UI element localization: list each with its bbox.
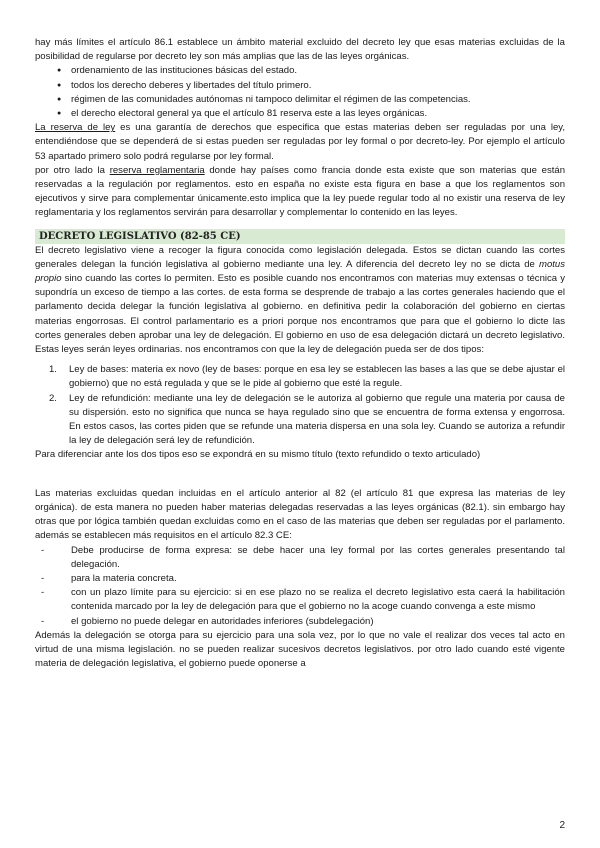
- spacer: [35, 463, 565, 487]
- list-item: - con un plazo límite para su ejercicio: si en ese plazo no se realiza el decreto legislativo esta caerá la habilitación contenida marcado por la ley de delegación para que el gobierno no la acoge cuando convenga a este mismo: [65, 586, 565, 614]
- list-item: - Debe producirse de forma expresa: se debe hacer una ley formal por las cortes generales presentando tal delegación.: [65, 544, 565, 572]
- section-heading: DECRETO LEGISLATIVO (82-85 CE): [35, 229, 565, 244]
- decreto-paragraph: [35, 244, 565, 358]
- reserva-reglamentaria-term: reserva reglamentaria: [109, 164, 205, 176]
- decreto-text-1: El decreto legislativo viene a recoger la figura conocida como legislación delegada. Estos se dictan cuando las cortes generales delegan la función legislativa al gobierno mediante una ley. A diferencia del decreto ley no se dicta de: [35, 244, 565, 270]
- reserva-reglamentaria-paragraph: [35, 164, 565, 221]
- list-item: ● todos los derecho deberes y libertades del título primero.: [57, 79, 565, 93]
- delegation-types-list: [35, 363, 565, 448]
- list-item: ● régimen de las comunidades autónomas ni tampoco delimitar el régimen de las competencias.: [57, 93, 565, 107]
- list-item: ● ordenamiento de las instituciones básicas del estado.: [57, 64, 565, 78]
- list-item: ● el derecho electoral general ya que el artículo 81 reserva este a las leyes orgánicas.: [57, 107, 565, 121]
- diferenciar-paragraph: Para diferenciar ante los dos tipos eso se expondrá en su mismo título (texto refundido o texto articulado): [35, 449, 481, 461]
- final-paragraph: Además la delegación se otorga para su ejercicio para una sola vez, por lo que no vale el realizar dos veces tal acto en virtud de una misma legislación. no se pueden realizar sucesivos decretos legislativos. por otro lado cuando esté vigente materia de delegación legislativa, el gobierno puede oponerse a: [35, 629, 565, 670]
- reserva-reglamentaria-intro: por otro lado la: [35, 164, 110, 176]
- decreto-text-2: sino cuando las cortes lo permiten. Esto es posible cuando nos encontramos con materias muy extensas o técnica y supondría un exceso de tiempo a las cortes. de esta forma se desprende de trabajo a las cortes generales haciendo que el parlamento decida delegar la función legislativa al gobierno. en definitiva pedir la colaboración del gobierno en ciertas materias engorrosas. El control parlamentario es a priori porque nos encontramos que para que el gobierno lo dicte las cortes generales deben aprobar una ley de delegación. El gobierno en uso de esa delegación dictará un decreto legislativo. Estas leyes serán leyes ordinarias. nos encontramos con que la ley de delegación pueda ser de dos tipos:: [35, 273, 565, 356]
- list-number: 1.: [49, 364, 57, 376]
- reserva-ley-paragraph: [35, 121, 565, 164]
- list-item-text: Ley de bases: materia ex novo (ley de bases: porque en esa ley se establecen las bases a las que se debe ajustar el gobierno) que no está regulada y que se le pide al gobierno que esté la regule.: [69, 364, 565, 390]
- reserva-ley-term: La reserva de ley: [35, 122, 116, 134]
- decreto-italic: motus propio: [35, 258, 565, 285]
- intro-paragraph: hay más límites el artículo 86.1 establece un ámbito material excluido del decreto ley que esas materias excluidas de la posibilidad de regularse por decreto ley son más amplias que las de las leyes orgánicas.: [35, 37, 565, 63]
- reserva-reglamentaria-text: donde hay países como francia donde esta existe que son materias que están reservadas a la regulación por reglamentos. esto en españa no existe esta figura en base a que los reglamentos son ejecutivos y sirve para complementar únicamente.esto implica que la ley puede regular todo al no existir una reserva de ley reglamentaria y los reglamentos servirán para desarrollar y complementar lo contenido en las leyes.: [35, 164, 566, 219]
- materias-paragraph: Las materias excluidas quedan incluidas en el artículo anterior al 82 (el artículo 81 que expresa las materias de ley orgánica). de esta manera no pueden haber materias delegadas reservadas a las leyes orgánicas (82.1). sin embargo hay otras que por lógica también quedan excluidas como en el caso de las materias que deben ser reguladas por el parlamento. además se establecen más requisitos en el artículo 82.3 CE:: [35, 487, 565, 542]
- list-item: - para la materia concreta.: [65, 572, 565, 586]
- list-number: 2.: [49, 392, 57, 404]
- list-item: - el gobierno no puede delegar en autoridades inferiores (subdelegación): [65, 615, 565, 629]
- reserva-ley-text: es una garantía de derechos que especifica que estas materias deben ser reguladas por una ley, entendiéndose que se dependerá de si estas pueden ser reguladas por ley formal o por decreto-ley. Por ejemplo el artículo 53 apartado primero solo podrá regularse por ley formal.: [35, 122, 565, 162]
- list-item: [49, 392, 565, 449]
- list-item: [49, 363, 565, 391]
- page-number: 2: [559, 820, 565, 831]
- excluded-matters-list: [35, 64, 565, 121]
- document-page: [35, 36, 565, 671]
- list-item-text: Ley de refundición: mediante una ley de delegación se le autoriza al gobierno que regule una materia por causa de su dispersión. esto no significa que nunca se haya regulado sino que se encuentra de forma extensa y engorrosa. En estos casos, las cortes piden que se refunde una materia dispersa en una sola ley. Cuando se autoriza a refundir la ley de delegación será ley de refundición.: [69, 392, 565, 447]
- requirements-list: [35, 544, 565, 629]
